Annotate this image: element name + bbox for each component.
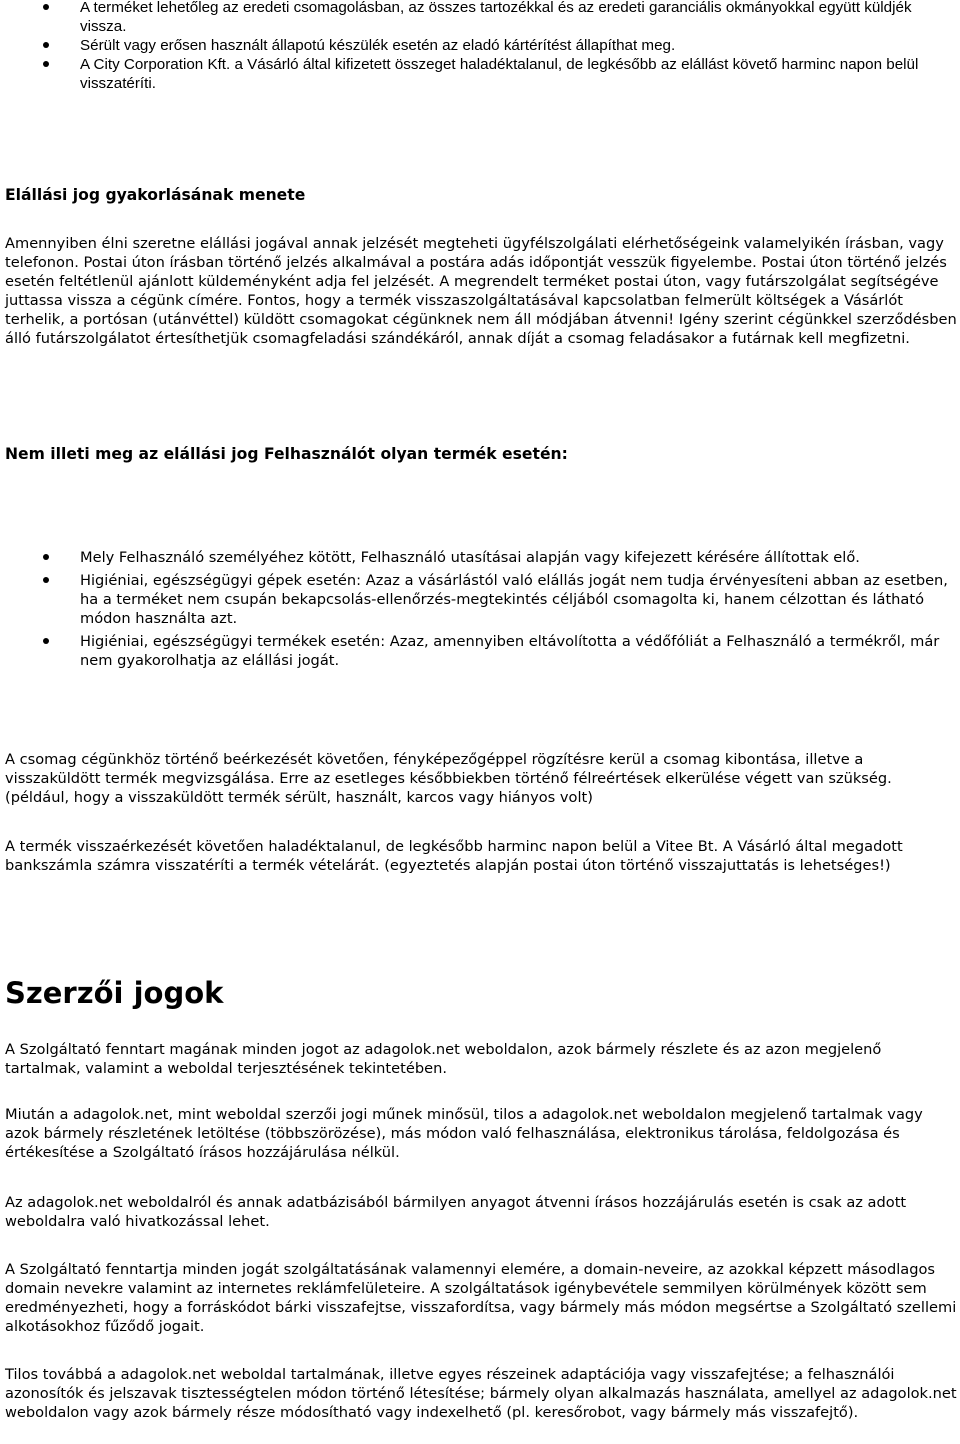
bullet-dot-icon bbox=[43, 577, 49, 583]
list-item: A terméket lehetőleg az eredeti csomagolásban, az összes tartozékkal és az eredeti garanciális okmányokkal együtt küldjék vissza. bbox=[5, 0, 957, 36]
copyright-paragraph-4: A Szolgáltató fenntartja minden jogát szolgáltatásának valamennyi elemére, a domain-neveire, az azokkal képzett másodlagos domain nevekre valamint az internetes reklámfelületeire. A szolgáltatások igénybevétele semmilyen körülmények között sem eredményezheti, hogy a forráskódot bárki visszafejtse, visszafordítsa, vagy bármely más módon megsértse a Szolgáltató szellemi alkotásokhoz fűződő jogait. bbox=[5, 1261, 957, 1335]
list-item: Higiéniai, egészségügyi gépek esetén: Azaz a vásárlástól való elállás jogát nem tudja érvényesíteni abban az esetben, ha a terméket nem csupán bekapcsolás-ellenőrzés-megtekintés céljából csomagolta ki, hanem célzottan és látható módon használta azt. bbox=[5, 571, 957, 628]
exclusions-list-block bbox=[5, 548, 957, 670]
bullet-dot-icon bbox=[43, 638, 49, 644]
copyright-heading: Szerzői jogok bbox=[5, 976, 224, 1010]
receipt-paragraph-1: A csomag cégünkhöz történő beérkezését követően, fényképezőgéppel rögzítésre kerül a csomag kibontása, illetve a visszaküldött termék megvizsgálása. Erre az esetleges későbbiekben történő félreértések elkerülése végett van szükség. (például, hogy a visszaküldött termék sérült, használt, karcos vagy hiányos volt) bbox=[5, 751, 892, 806]
copyright-paragraph-2: Miután a adagolok.net, mint weboldal szerzői jogi műnek minősül, tilos a adagolok.net weboldalon megjelenő tartalmak vagy azok bármely részletének letöltése (többszörözése), más módon való felhasználása, elektronikus tárolása, feldolgozása és értékesítése a Szolgáltató írásos hozzájárulása nélkül. bbox=[5, 1106, 923, 1161]
list-item: Mely Felhasználó személyéhez kötött, Felhasználó utasításai alapján vagy kifejezett kérésére állítottak elő. bbox=[5, 548, 957, 567]
copyright-paragraph-3: Az adagolok.net weboldalról és annak adatbázisából bármilyen anyagot átvenni írásos hozzájárulás esetén is csak az adott weboldalra való hivatkozással lehet. bbox=[5, 1194, 907, 1230]
receipt-paragraph-2: A termék visszaérkezését követően haladéktalanul, de legkésőbb harminc napon belül a Vitee Bt. A Vásárló által megadott bankszámla számra visszatéríti a termék vételárát. (egyeztetés alapján postai úton történő visszajuttatás is lehetséges!) bbox=[5, 838, 903, 874]
copyright-paragraph-1: A Szolgáltató fenntart magának minden jogot az adagolok.net weboldalon, azok bármely részlete és az azon megjelenő tartalmak, valamint a weboldal terjesztésének tekintetében. bbox=[5, 1041, 882, 1077]
list-item: Sérült vagy erősen használt állapotú készülék esetén az eladó kártérítést állapíthat meg. bbox=[5, 36, 957, 55]
bullet-dot-icon bbox=[43, 554, 49, 560]
top-bullet-list-block bbox=[5, 0, 957, 93]
list-item: A City Corporation Kft. a Vásárló által kifizetett összeget haladéktalanul, de legkésőbb az elállást követő harminc napon belül visszatéríti. bbox=[5, 55, 957, 93]
exclusions-list bbox=[5, 548, 957, 670]
bullet-dot-icon bbox=[43, 42, 49, 48]
withdrawal-paragraph: Amennyiben élni szeretne elállási jogával annak jelzését megteheti ügyfélszolgálati elérhetőségeink valamelyikén írásban, vagy telefonon. Postai úton írásban történő jelzés alkalmával a postára adás időpontját vesszük figyelembe. Postai úton történő jelzés esetén feltétlenül ajánlott küldeményként adja fel jelzését. A megrendelt terméket postai úton, vagy futárszolgálat segítségéve juttassa vissza a cégünk címére. Fontos, hogy a termék visszaszolgáltatásával kapcsolatban felmerült költségek a Vásárlót terhelik, a portósan (utánvéttel) küldött csomagokat cégünknek nem áll módjában átvenni! Igény szerint cégünkkel szerződésben álló futárszolgálatot értesíthetjük csomagfeladási szándékáról, annak díját a csomag feladásakor a futárnak kell megfizetni. bbox=[5, 235, 957, 347]
bullet-dot-icon bbox=[43, 4, 49, 10]
list-item: Higiéniai, egészségügyi termékek esetén: Azaz, amennyiben eltávolította a védőfóliát a Felhasználó a termékről, már nem gyakorolhatja az elállási jogát. bbox=[5, 632, 957, 670]
withdrawal-heading: Elállási jog gyakorlásának menete bbox=[5, 186, 306, 204]
exclusions-heading: Nem illeti meg az elállási jog Felhasználót olyan termék esetén: bbox=[5, 445, 568, 463]
bullet-dot-icon bbox=[43, 61, 49, 67]
copyright-paragraph-5: Tilos továbbá a adagolok.net weboldal tartalmának, illetve egyes részeinek adaptációja vagy visszafejtése; a felhasználói azonosítók és jelszavak tisztességtelen módon történő létesítése; bármely olyan alkalmazás használata, amellyel az adagolok.net weboldalon vagy azok bármely része módosítható vagy indexelhető (pl. keresőrobot, vagy bármely más visszafejtő). bbox=[5, 1366, 957, 1421]
top-bullet-list bbox=[5, 0, 957, 93]
